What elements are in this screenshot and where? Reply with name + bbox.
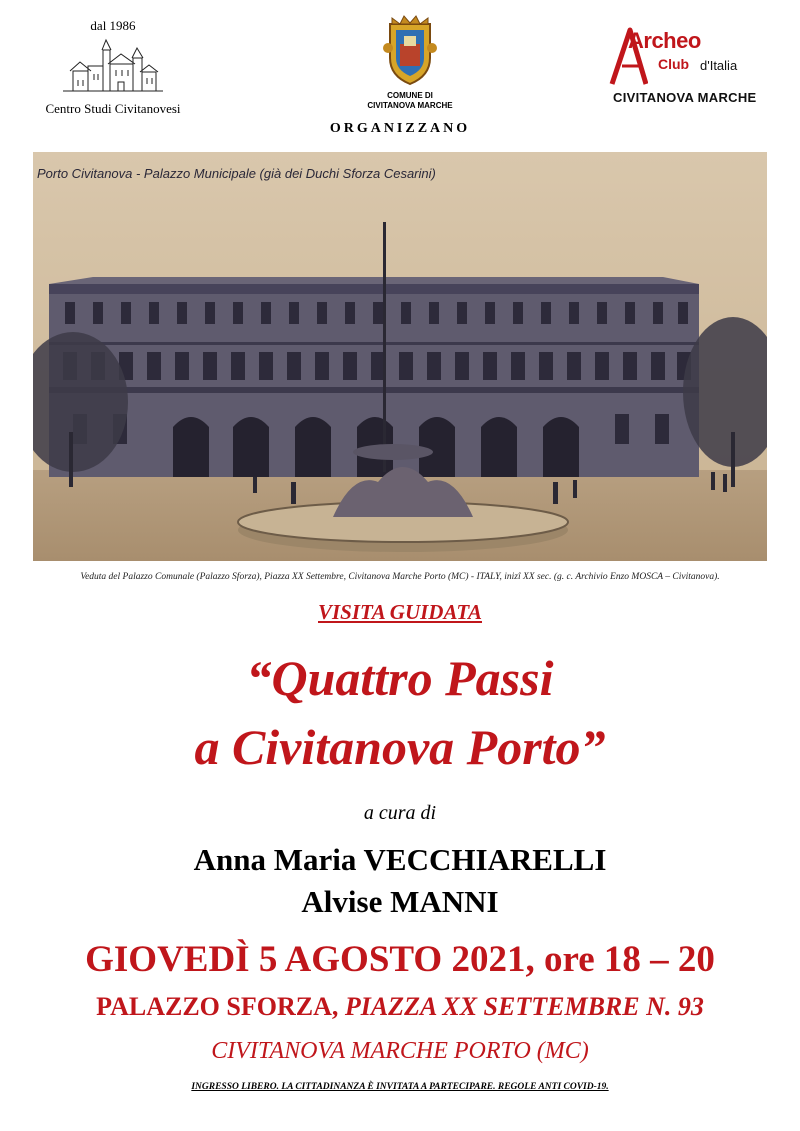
curator-name-1: Anna Maria VECCHIARELLI (193, 842, 607, 877)
event-title-line1: “Quattro Passi (246, 650, 554, 706)
logo-since-text: dal 1986 (90, 18, 136, 33)
logo-caption: Centro Studi Civitanovesi (45, 101, 181, 116)
photo-caption: Veduta del Palazzo Comunale (Palazzo Sforza), Piazza XX Settembre, Civitanova Marche Porto (MC) - ITALY, inizî XX sec. (g. c. Archivio Enzo MOSCA – Civitanova). (80, 572, 720, 582)
archeo-text: Archeo (628, 28, 701, 53)
place-name: PALAZZO SFORZA, (96, 992, 339, 1021)
curator-name-2: Alvise MANNI (301, 884, 499, 919)
event-title-line2: a Civitanova Porto” (194, 719, 606, 775)
event-city: CIVITANOVA MARCHE PORTO (MC) (211, 1038, 589, 1064)
centro-studi-logo (38, 18, 188, 118)
castle-drawing-icon (58, 36, 168, 94)
coat-of-arms-icon (378, 14, 442, 86)
comune-logo (360, 14, 460, 114)
event-place (0, 992, 800, 1022)
comune-line1: COMUNE DI (387, 91, 433, 100)
entry-note: INGRESSO LIBERO. LA CITTADINANZA È INVITATA A PARTECIPARE. REGOLE ANTI COVID-19. (191, 1082, 609, 1092)
event-date: GIOVEDÌ 5 AGOSTO 2021, ore 18 – 20 (85, 939, 715, 980)
comune-line2: CIVITANOVA MARCHE (367, 101, 453, 110)
italia-text: d'Italia (700, 58, 738, 73)
event-type: VISITA GUIDATA (318, 600, 482, 624)
photo-inscription: Porto Civitanova - Palazzo Municipale (già dei Duchi Sforza Cesarini) (37, 166, 436, 181)
organizzano-label: ORGANIZZANO (329, 121, 471, 136)
club-text: Club (658, 56, 690, 72)
curated-by-label: a cura di (363, 802, 437, 824)
archeoclub-logo (608, 26, 768, 110)
historic-photo (33, 152, 767, 561)
place-address: PIAZZA XX SETTEMBRE N. 93 (344, 992, 704, 1021)
archeoclub-city: CIVITANOVA MARCHE (613, 90, 757, 105)
